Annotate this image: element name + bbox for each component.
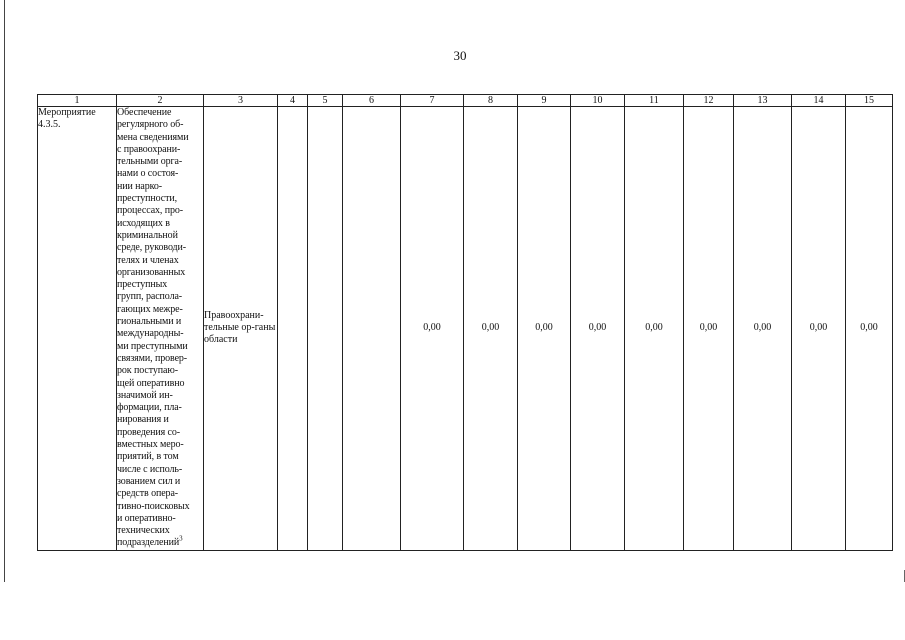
empty-cell — [308, 107, 343, 551]
column-header: 4 — [278, 95, 308, 107]
description-line: вместных меро- — [117, 439, 184, 451]
column-header: 15 — [846, 95, 893, 107]
description-cell — [117, 107, 204, 551]
column-header: 8 — [464, 95, 518, 107]
description-line: гиональными и — [117, 316, 182, 328]
value-cell: 0,00 — [571, 107, 625, 551]
description-line: преступности, — [117, 193, 178, 205]
description-line: и оперативно- — [117, 512, 176, 524]
table-row — [38, 107, 893, 551]
description-line: нами о состоя- — [117, 168, 179, 180]
description-line: зованием сил и — [117, 475, 181, 487]
description-line: проведения со- — [117, 426, 181, 438]
description-line: международны- — [117, 328, 184, 340]
description-text — [117, 107, 203, 550]
column-header: 1 — [38, 95, 117, 107]
value-cell: 0,00 — [464, 107, 518, 551]
description-line: ми преступными — [117, 340, 188, 352]
header-row — [38, 95, 893, 107]
description-line: мена сведениями — [117, 131, 189, 143]
description-line: тельными орга- — [117, 156, 183, 168]
description-line: среде, руководи- — [117, 242, 187, 254]
description-line: групп, распола- — [117, 291, 183, 303]
value-cell: 0,00 — [518, 107, 571, 551]
column-header: 5 — [308, 95, 343, 107]
column-header: 6 — [343, 95, 401, 107]
column-header: 7 — [401, 95, 464, 107]
description-line: телях и членах — [117, 254, 179, 266]
description-line: формации, пла- — [117, 402, 182, 414]
column-header: 14 — [792, 95, 846, 107]
value-cell: 0,00 — [734, 107, 792, 551]
empty-cell — [343, 107, 401, 551]
description-line: рок поступаю- — [117, 365, 178, 377]
description-line: с правоохрани- — [117, 143, 181, 155]
value-cell: 0,00 — [401, 107, 464, 551]
empty-cell — [278, 107, 308, 551]
description-line: нирования и — [117, 414, 169, 426]
description-line: гающих межре- — [117, 303, 183, 315]
description-line: Обеспечение — [117, 107, 172, 118]
description-line: регулярного об- — [117, 119, 184, 131]
description-line: приятий, в том — [117, 451, 179, 463]
column-header: 13 — [734, 95, 792, 107]
value-cell: 0,00 — [792, 107, 846, 551]
description-line: щей оперативно — [117, 377, 185, 389]
value-cell: 0,00 — [846, 107, 893, 551]
description-line: связями, провер- — [117, 352, 188, 364]
description-line: криминальной — [117, 229, 178, 241]
page-number: 30 — [453, 48, 467, 63]
column-header: 2 — [117, 95, 204, 107]
value-cell: 0,00 — [625, 107, 684, 551]
column-header: 10 — [571, 95, 625, 107]
description-line: организованных — [117, 266, 186, 278]
description-line: нии нарко- — [117, 180, 163, 192]
description-line: процессах, про- — [117, 205, 184, 217]
page-left-border — [4, 0, 5, 582]
budget-table — [37, 94, 893, 551]
description-line: числе с исполь- — [117, 463, 183, 475]
value-cell: 0,00 — [684, 107, 734, 551]
column-header: 3 — [204, 95, 278, 107]
activity-cell: Мероприятие 4.3.5. — [38, 107, 117, 551]
description-line: преступных — [117, 279, 168, 291]
description-line: средств опера- — [117, 488, 179, 500]
description-line: исходящих в — [117, 217, 170, 229]
description-line: тивно-поисковых — [117, 500, 190, 512]
column-header: 12 — [684, 95, 734, 107]
executor-cell: Правоохрани-тельные ор-ганы области — [204, 107, 278, 551]
column-header: 11 — [625, 95, 684, 107]
footnote-mark: 3 — [179, 535, 183, 544]
column-header: 9 — [518, 95, 571, 107]
description-line: значимой ин- — [117, 389, 173, 401]
description-line: технических — [117, 525, 170, 537]
description-line: подразделений$^3$ — [117, 535, 183, 549]
